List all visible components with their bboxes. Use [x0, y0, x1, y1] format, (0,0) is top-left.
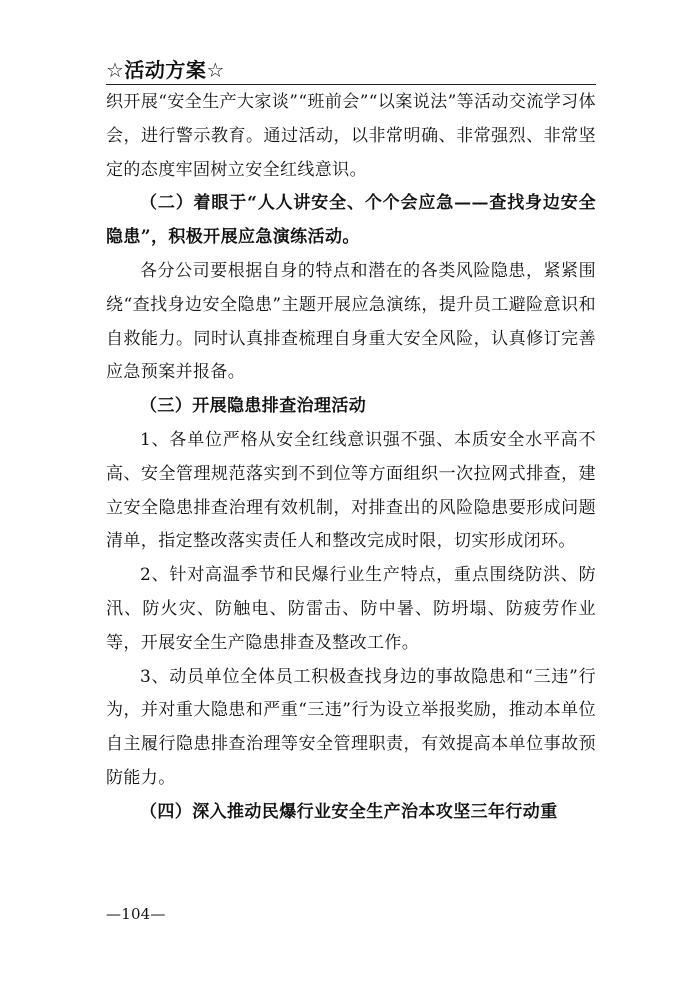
paragraph-drill: 各分公司要根据自身的特点和潜在的各类风险隐患，紧紧围绕“查找身边安全隐患”主题开展应急演练，提升员工避险意识和自救能力。同时认真排查梳理自身重大安全风险，认真修订完善应急预案并报备。 — [106, 260, 596, 383]
list-item-1: 1、各单位严格从安全红线意识强不强、本质安全水平高不高、安全管理规范落实到不到位等方面组织一次拉网式排查，建立安全隐患排查治理有效机制，对排查出的风险隐患要形成问题清单，指定整改落实责任人和整改完成时限，切实形成闭环。 — [106, 429, 596, 552]
section-heading-4: （四）深入推动民爆行业安全生产治本攻坚三年行动重 — [140, 801, 558, 822]
document-body — [106, 86, 596, 830]
section-heading-3: （三）开展隐患排查治理活动 — [140, 396, 367, 417]
list-item-2: 2、针对高温季节和民爆行业生产特点，重点围绕防洪、防汛、防火灾、防触电、防雷击、防中暑、防坍塌、防疲劳作业等，开展安全生产隐患排查及整改工作。 — [106, 565, 596, 653]
page-header — [106, 58, 596, 85]
paragraph-continuation: 织开展“安全生产大家谈”“班前会”“以案说法”等活动交流学习体会，进行警示教育。通过活动，以非常明确、非常强烈、非常坚定的态度牢固树立安全红线意识。 — [106, 92, 596, 180]
page-number: —104— — [106, 905, 166, 923]
list-item-3: 3、动员单位全体员工积极查找身边的事故隐患和“三违”行为，并对重大隐患和严重“三违”行为设立举报奖励，推动本单位自主履行隐患排查治理等安全管理职责，有效提高本单位事故预防能力。 — [106, 666, 596, 788]
header-title: ☆活动方案☆ — [106, 58, 225, 82]
section-heading-2: （二）着眼于“人人讲安全、个个会应急——查找身边安全隐患”，积极开展应急演练活动。 — [106, 193, 596, 248]
